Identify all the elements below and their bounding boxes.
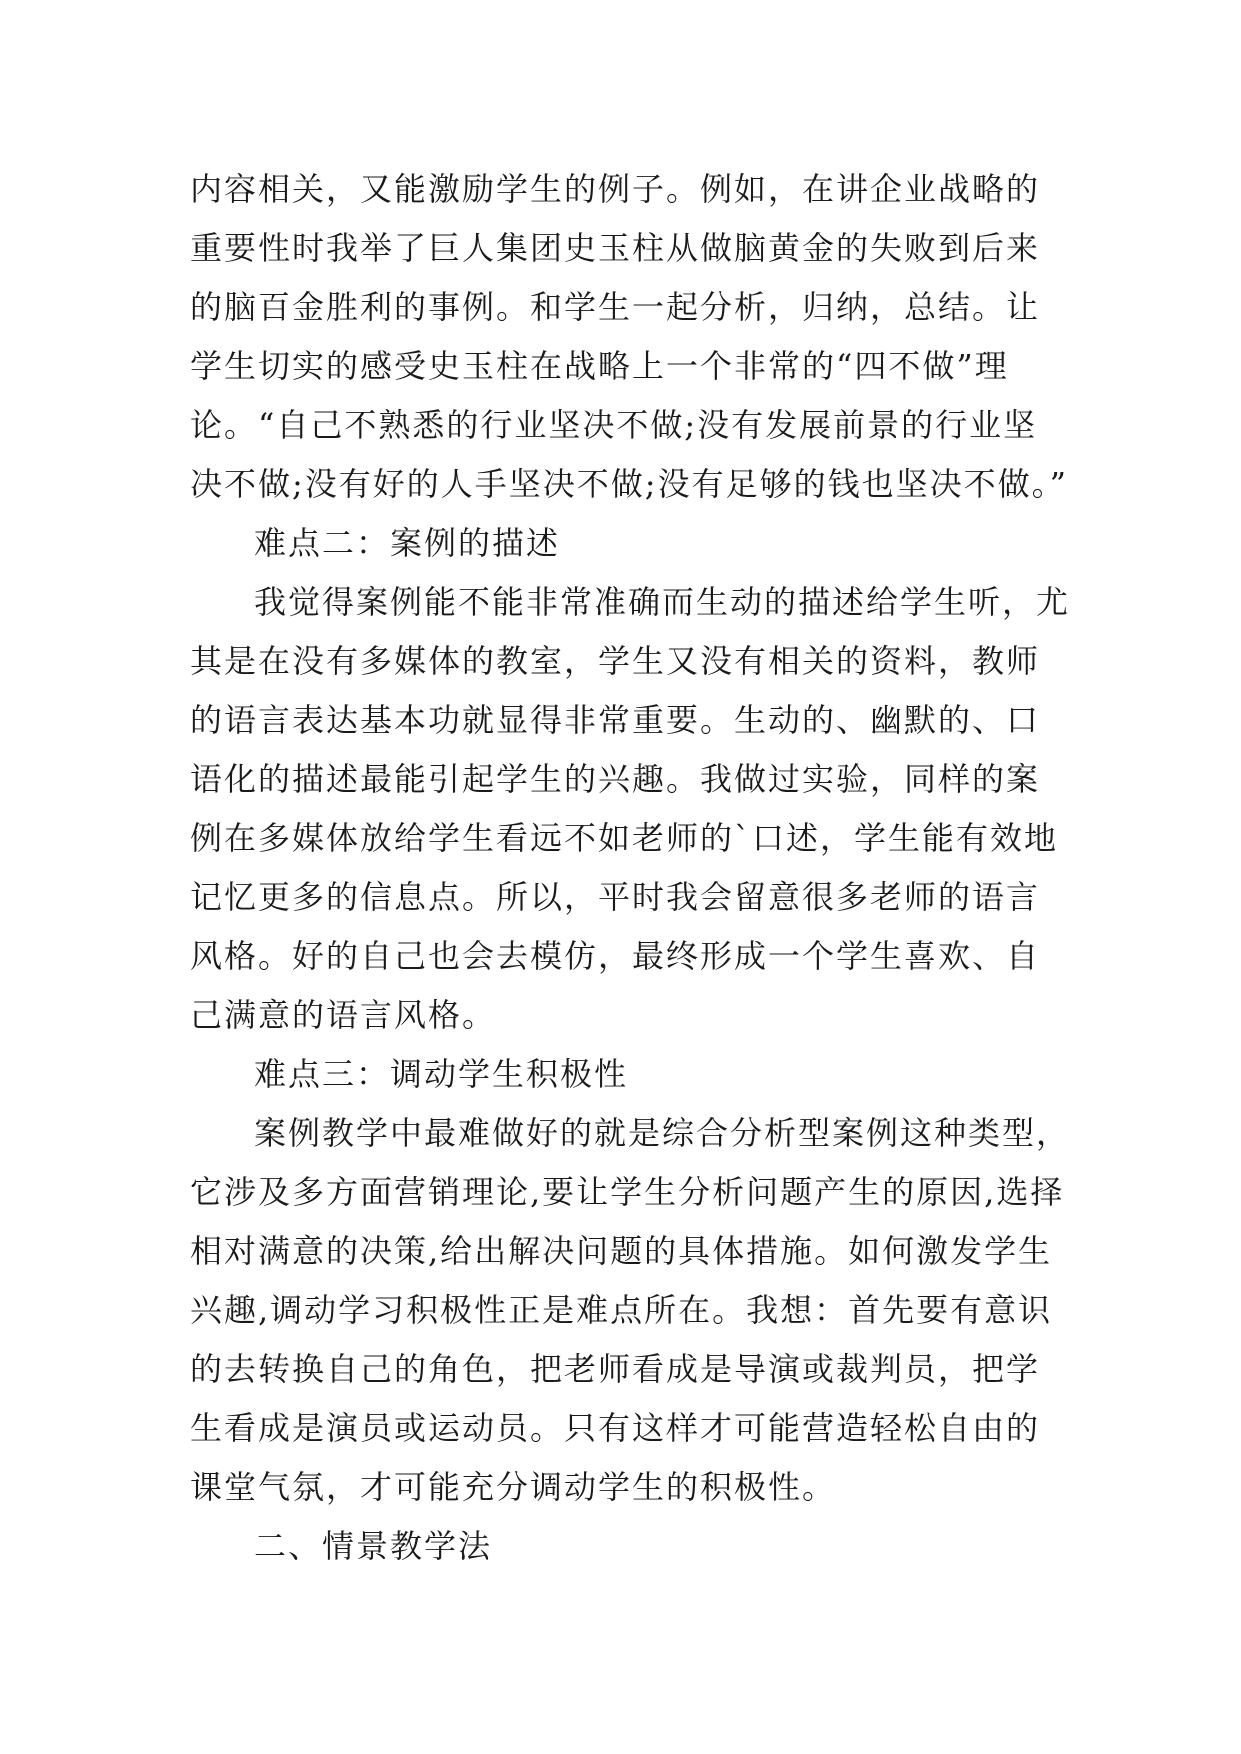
document-body	[190, 160, 1070, 1576]
paragraph-case-example: 内容相关，又能激励学生的例子。例如，在讲企业战略的重要性时我举了巨人集团史玉柱从做脑黄金的失败到后来的脑百金胜利的事例。和学生一起分析，归纳，总结。让学生切实的感受史玉柱在战略上一个非常的“四不做”理论。“自己不熟悉的行业坚决不做;没有发展前景的行业坚决不做;没有好的人手坚决不做;没有足够的钱也坚决不做。”	[190, 170, 1068, 503]
heading-difficulty-two: 难点二：案例的描述	[254, 524, 561, 562]
paragraph-case-description: 我觉得案例能不能非常准确而生动的描述给学生听，尤其是在没有多媒体的教室，学生又没有相关的资料，教师的语言表达基本功就显得非常重要。生动的、幽默的、口语化的描述最能引起学生的兴趣。我做过实验，同样的案例在多媒体放给学生看远不如老师的`口述，学生能有效地记忆更多的信息点。所以，平时我会留意很多老师的语言风格。好的自己也会去模仿，最终形成一个学生喜欢、自己满意的语言风格。	[190, 583, 1071, 1034]
paragraph-student-motivation: 案例教学中最难做好的就是综合分析型案例这种类型，它涉及多方面营销理论,要让学生分析问题产生的原因,选择相对满意的决策,给出解决问题的具体措施。如何激发学生兴趣,调动学习积极性正是难点所在。我想：首先要有意识的去转换自己的角色，把老师看成是导演或裁判员，把学生看成是演员或运动员。只有这样才可能营造轻松自由的课堂气氛，才可能充分调动学生的积极性。	[190, 1114, 1071, 1506]
heading-scenario-teaching: 二、情景教学法	[254, 1527, 493, 1565]
heading-difficulty-three: 难点三：调动学生积极性	[254, 1055, 629, 1093]
